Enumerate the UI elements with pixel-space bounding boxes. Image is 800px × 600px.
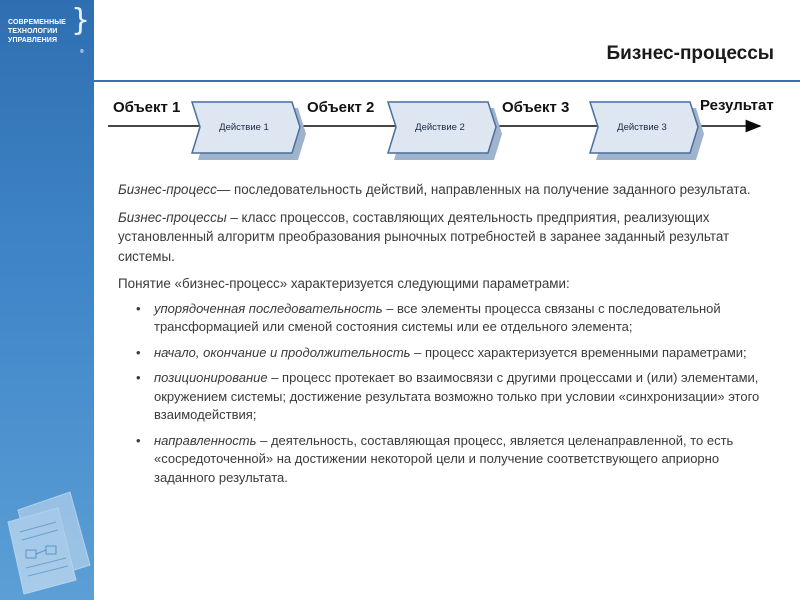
parameters-list xyxy=(118,300,768,488)
bullet-icon: • xyxy=(136,300,141,316)
definition-text-2: – класс процессов, составляющих деятельность предприятия, реализующих установленный алгоритм преобразования рыночных потребностей в заранее заданный результат системы. xyxy=(118,209,730,264)
documents-illustration-icon xyxy=(0,470,94,600)
object-label-2: Объект 2 xyxy=(307,99,375,116)
bullet-text: – все элементы процесса связаны с последовательной трансформацией или сменой состояния системы или ее отдельного элемента; xyxy=(154,300,721,334)
bullet-icon: • xyxy=(136,344,141,360)
bullet-text: – процесс протекает во взаимосвязи с другими процессами и (или) элементами, окружением системы; достижение результата возможно только при условии «синхронизации» этого взаимодействия; xyxy=(154,370,760,422)
list-item xyxy=(118,432,768,488)
action-label-1: Действие 1 xyxy=(219,122,269,133)
process-flow-diagram xyxy=(0,0,800,170)
logo-line-3: УПРАВЛЕНИЯ xyxy=(8,37,58,44)
list-item xyxy=(118,344,768,363)
action-label-2: Действие 2 xyxy=(415,122,465,133)
logo-registered-mark: ® xyxy=(80,49,84,55)
logo-brace-icon: } xyxy=(71,3,91,38)
object-label-3: Объект 3 xyxy=(502,99,570,116)
definition-text-1: — последовательность действий, направленных на получение заданного результата. xyxy=(216,182,751,197)
logo-line-1: СОВРЕМЕННЫЕ xyxy=(8,19,66,26)
bullet-text: – деятельность, составляющая процесс, является целенаправленной, то есть «сосредоточенной» на достижении некоторой цели и получение соответствующего априорно заданного результата. xyxy=(154,432,734,485)
bullet-term: направленность xyxy=(154,432,257,448)
bullet-term: упорядоченная последовательность xyxy=(154,300,383,316)
parameters-intro: Понятие «бизнес-процесс» характеризуется следующими параметрами: xyxy=(118,276,570,291)
bullet-icon: • xyxy=(136,370,141,385)
bullet-text: – процесс характеризуется временными параметрами; xyxy=(410,344,747,360)
content-body xyxy=(118,180,768,494)
bullet-term: позиционирование xyxy=(154,370,268,385)
list-item xyxy=(118,300,768,337)
bullet-icon: • xyxy=(136,432,141,448)
definition-term-2: Бизнес-процессы xyxy=(118,209,227,225)
definition-paragraph-2 xyxy=(118,208,768,267)
bullet-term: начало, окончание и продолжительность xyxy=(154,344,411,360)
logo-line-2: ТЕХНОЛОГИИ xyxy=(8,28,58,35)
definition-term-1: Бизнес-процесс xyxy=(118,182,217,197)
action-label-3: Действие 3 xyxy=(617,122,667,133)
definition-paragraph-1 xyxy=(118,180,768,200)
result-label: Результат xyxy=(700,97,774,114)
object-label-1: Объект 1 xyxy=(113,99,181,116)
list-item xyxy=(118,369,768,425)
page-title: Бизнес-процессы xyxy=(606,43,774,64)
